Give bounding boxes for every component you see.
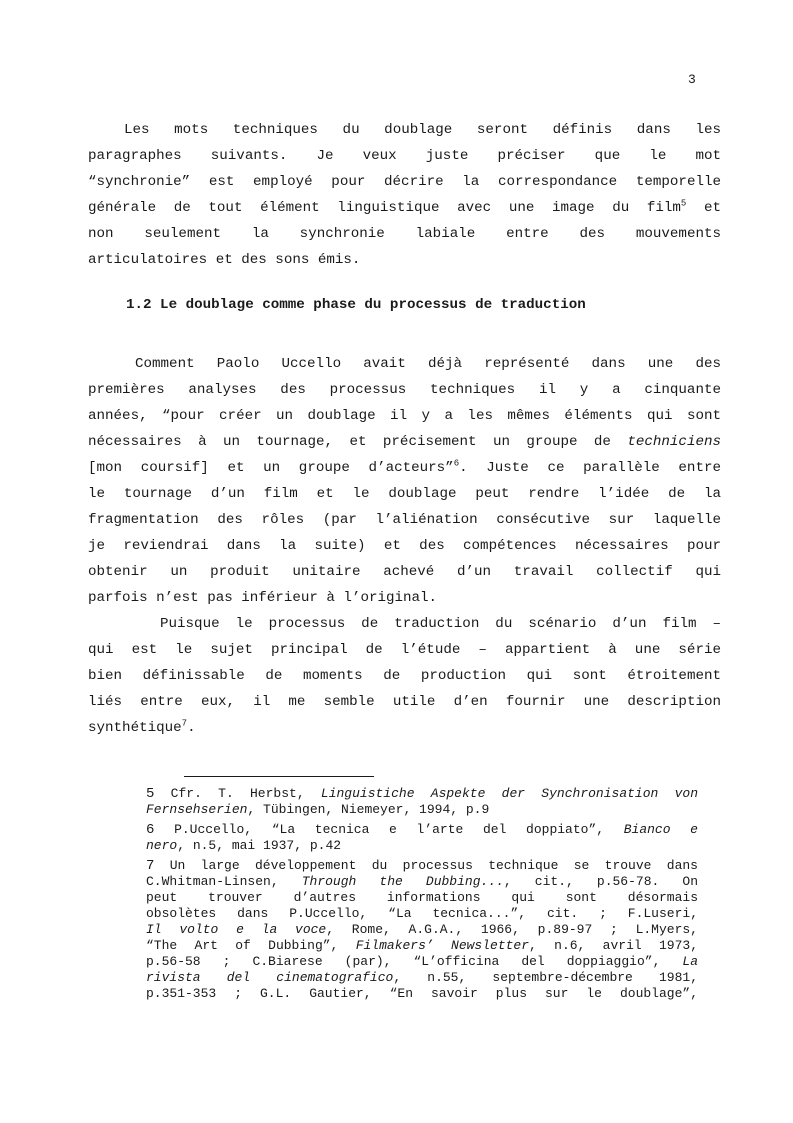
text-line: Puisque le processus de traduction du scénario d’un film – (160, 616, 721, 632)
text-segment: C.Whitman-Linsen, (146, 874, 302, 889)
footnote-mark: 7 (146, 858, 155, 874)
footnote-ref-6[interactable]: 6 (453, 458, 460, 469)
emphasis-text: nero (146, 838, 178, 853)
text-line: bien définissable de moments de production qui sont étroitement (88, 668, 721, 684)
footnote-line (146, 822, 698, 838)
text-line: Comment Paolo Uccello avait déjà représenté dans une des (135, 356, 721, 372)
text-segment: et (686, 200, 721, 216)
text-segment: nécessaires à un tournage, et précisement un groupe de (88, 434, 628, 450)
text-segment: , Tübingen, Niemeyer, 1994, p.9 (247, 802, 490, 817)
text-segment: , n.5, mai 1937, p.42 (177, 838, 342, 853)
footnote-ref-5[interactable]: 5 (680, 198, 687, 209)
emphasis-text: Through the Dubbing... (301, 874, 504, 889)
text-segment: , Rome, A.G.A., 1966, p.89-97 ; L.Myers, (326, 922, 698, 937)
text-line: je reviendrai dans la suite) et des compétences nécessaires pour (88, 538, 721, 554)
emphasis-text: techniciens (627, 434, 721, 450)
footnote-line (146, 970, 698, 986)
text-segment: , n.55, septembre-décembre 1981, (393, 970, 698, 985)
footnote-mark: 6 (146, 822, 155, 838)
text-line: non seulement la synchronie labiale entre des mouvements (88, 226, 721, 242)
text-line: premières analyses des processus techniques il y a cinquante (88, 382, 721, 398)
text-line: liés entre eux, il me semble utile d’en fournir une description (88, 694, 721, 710)
text-line (88, 195, 721, 221)
text-segment: Cfr. T. Herbst, (154, 786, 321, 801)
text-line: fragmentation des rôles (par l’aliénation consécutive sur laquelle (88, 512, 721, 528)
emphasis-text: Il volto e la voce (146, 922, 327, 937)
footnote-line (146, 858, 698, 874)
text-line: le tournage d’un film et le doublage peut rendre l’idée de la (88, 486, 721, 502)
footnote-line (146, 954, 698, 970)
text-line: articulatoires et des sons émis. (88, 252, 361, 268)
text-segment: . Juste ce parallèle entre (459, 460, 721, 476)
text-line (88, 455, 721, 481)
footnote-7 (146, 858, 698, 1002)
emphasis-text: rivista del cinematografico (146, 970, 394, 985)
text-line: parfois n’est pas inférieur à l’original. (88, 590, 438, 606)
text-line: obtenir un produit unitaire achevé d’un travail collectif qui (88, 564, 721, 580)
footnote-line (146, 922, 698, 938)
section-heading: 1.2 Le doublage comme phase du processus de traduction (126, 297, 586, 313)
text-line: Les mots techniques du doublage seront définis dans les (124, 122, 721, 138)
emphasis-text: Filmakers’ Newsletter (355, 938, 530, 953)
text-segment: générale de tout élément linguistique avec une image du film (88, 200, 681, 216)
footnote-line: obsolètes dans P.Uccello, “La tecnica...”, cit. ; F.Luseri, (146, 906, 698, 921)
footnote-line (146, 786, 698, 802)
text-line (88, 429, 721, 455)
text-segment: , n.6, avril 1973, (529, 938, 698, 953)
text-line: “synchronie” est employé pour décrire la correspondance temporelle (88, 174, 721, 190)
paragraph-uccello (88, 351, 721, 741)
emphasis-text: Bianco e (623, 822, 698, 837)
footnote-separator (184, 776, 374, 777)
text-segment: [mon coursif] et un groupe d’acteurs” (88, 460, 454, 476)
footnote-line: peut trouver d’autres informations qui sont désormais (146, 890, 698, 905)
emphasis-text: La (682, 954, 698, 969)
page-number: 3 (688, 72, 696, 87)
text-line (88, 715, 721, 741)
footnote-line (146, 874, 698, 890)
footnote-5 (146, 786, 698, 818)
footnote-line (146, 938, 698, 954)
text-segment: P.Uccello, “La tecnica e l’arte del doppiato”, (154, 822, 624, 837)
text-line: qui est le sujet principal de l’étude – appartient à une série (88, 642, 721, 658)
text-segment: “The Art of Dubbing”, (146, 938, 356, 953)
text-segment: synthétique (88, 720, 182, 736)
footnote-line (146, 838, 698, 854)
footnote-6 (146, 822, 698, 854)
text-line: paragraphes suivants. Je veux juste préciser que le mot (88, 148, 721, 164)
text-segment: p.56-58 ; C.Biarese (par), “L’officina del doppiaggio”, (146, 954, 683, 969)
footnote-line: p.351-353 ; G.L. Gautier, “En savoir plus sur le doublage”, (146, 986, 698, 1001)
text-segment: , cit., p.56-78. On (503, 874, 698, 889)
footnote-line (146, 802, 698, 818)
emphasis-text: Linguistiche Aspekte der Synchronisation von (320, 786, 698, 801)
footnote-ref-7[interactable]: 7 (181, 718, 188, 729)
text-segment: . (187, 720, 196, 736)
text-line: années, “pour créer un doublage il y a les mêmes éléments qui sont (88, 408, 721, 424)
paragraph-doublage-terms (88, 117, 721, 273)
footnote-mark: 5 (146, 786, 155, 802)
text-segment: Un large développement du processus technique se trouve dans (154, 858, 698, 873)
emphasis-text: Fernsehserien (146, 802, 248, 817)
